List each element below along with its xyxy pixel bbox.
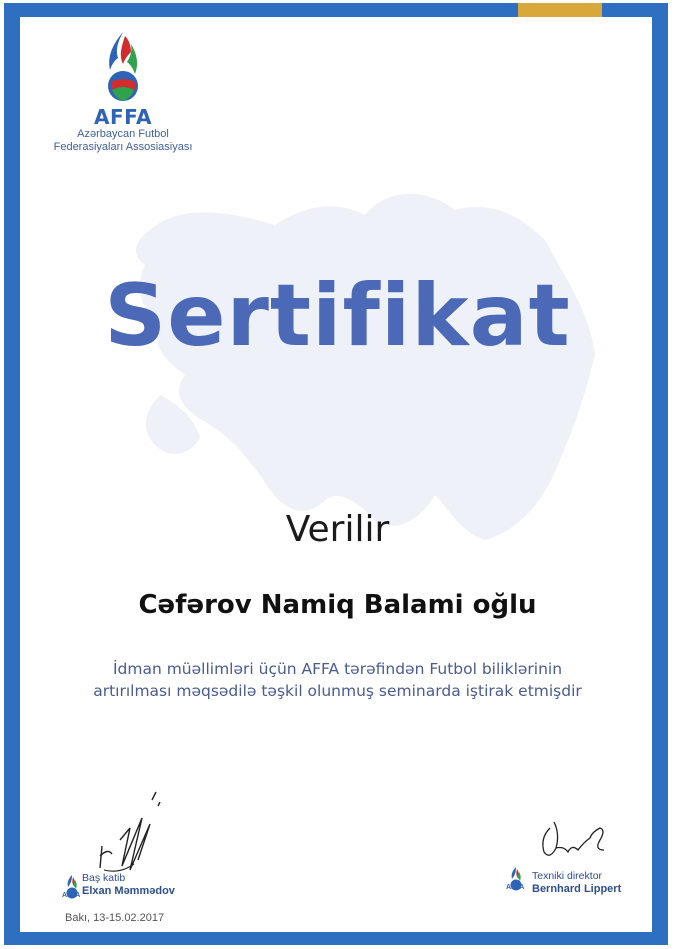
secretary-role: Baş katib	[82, 872, 126, 884]
frame-gold-accent	[518, 3, 602, 17]
affa-name-line1: Azərbaycan Futbol	[77, 128, 169, 140]
director-role: Texniki direktor	[532, 870, 603, 882]
secretary-name: Elxan Məmmədov	[82, 885, 175, 897]
certificate-description	[50, 658, 625, 702]
affa-small-logo-text: AFFA	[62, 892, 81, 899]
affa-abbreviation: AFFA	[94, 105, 152, 129]
signature-block-technical-director	[500, 808, 650, 908]
affa-logo	[48, 30, 198, 154]
issue-date: Bakı, 13-15.02.2017	[65, 912, 165, 924]
affa-name-line2: Federasiyaları Assosiasiyası	[53, 141, 193, 153]
description-line2: artırılması məqsədilə təşkil olunmuş seminarda iştirak etmişdir	[93, 682, 582, 700]
signature-block-secretary	[60, 788, 280, 908]
awarded-to-label: Verilir	[285, 509, 390, 550]
recipient-name: Cəfərov Namiq Balami oğlu	[138, 590, 537, 620]
handwritten-signature-left	[60, 788, 200, 888]
certificate-title: Sertifikat	[104, 266, 571, 366]
description-line1: İdman müəllimləri üçün AFFA tərəfindən Futbol biliklərinin	[112, 660, 563, 678]
director-name: Bernhard Lippert	[532, 883, 622, 895]
affa-flame-ball-icon	[101, 30, 145, 106]
affa-small-logo-text: AFFA	[506, 884, 525, 891]
